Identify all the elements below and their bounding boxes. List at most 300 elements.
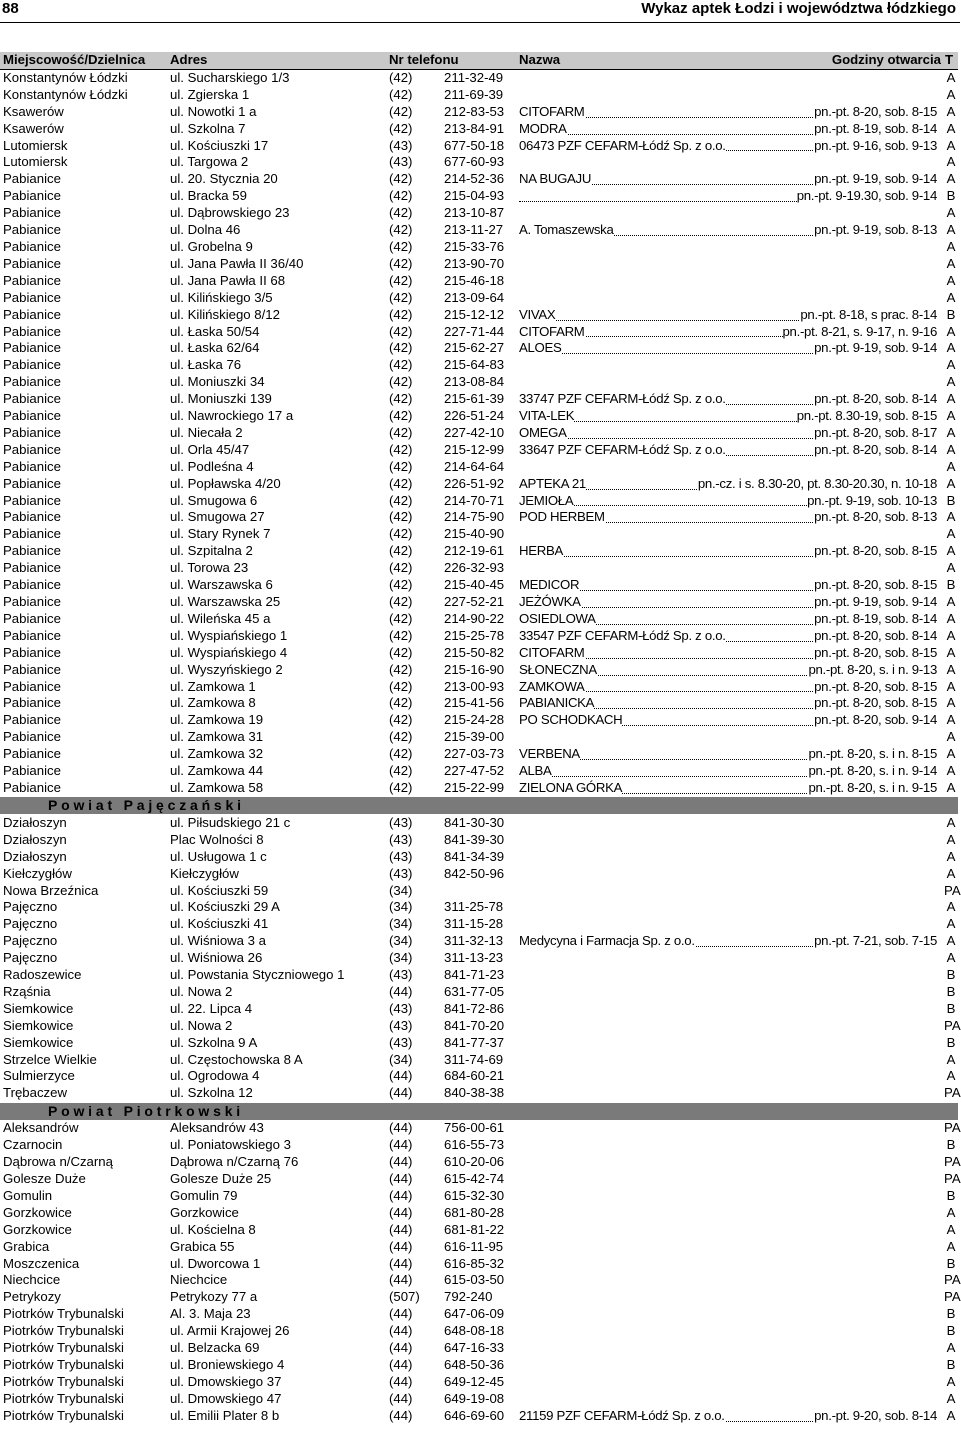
city-cell: Pabianice [3,492,61,508]
address-cell: ul. Zamkowa 31 [170,729,264,745]
address-cell: ul. Wiśniowa 3 a [170,933,267,949]
phone-cell [386,695,516,712]
phone-number: 215-46-18 [444,272,505,288]
type-cell: A [946,458,956,474]
pharmacy-name: MODRA [519,120,567,136]
address-cell: ul. Smugowa 27 [170,509,265,525]
table-row [0,899,958,916]
phone-prefix: (42) [389,644,413,660]
opening-hours: pn.-pt. 8-19, sob. 8-14 [814,610,937,626]
address-cell: ul. Jana Pawła II 36/40 [170,255,304,271]
table-row [0,866,958,883]
type-cell: PA [944,1171,961,1186]
type-cell: A [946,1238,956,1254]
phone-prefix: (42) [389,205,413,221]
opening-hours: pn.-pt. 8-20, sob. 8-15 [814,577,937,593]
city-cell: Pabianice [3,560,61,576]
address-cell: ul. Dworcowa 1 [170,1255,261,1271]
type-cell: B [946,1187,956,1203]
phone-number: 792-240 [444,1289,493,1305]
address-cell: ul. Powstania Styczniowego 1 [170,967,345,983]
opening-hours: pn.-pt. 8-20, sob. 8-15 [814,695,937,711]
phone-number: 214-90-22 [444,610,505,626]
phone-cell [386,594,516,611]
type-cell: A [946,86,956,102]
opening-hours: pn.-pt. 8-20, sob. 8-14 [814,441,937,457]
city-cell: Piotrków Trybunalski [3,1390,124,1406]
phone-prefix: (42) [389,306,413,322]
phone-cell [386,1272,516,1289]
phone-number: 648-08-18 [444,1323,505,1339]
phone-prefix: (43) [389,967,413,983]
type-cell: B [946,188,956,204]
phone-prefix: (43) [389,848,413,864]
phone-number: 215-41-56 [444,695,505,711]
type-cell: PA [944,882,961,898]
city-cell: Pabianice [3,746,61,762]
phone-cell [386,577,516,594]
phone-prefix: (42) [389,526,413,542]
address-cell: ul. Szkolna 7 [170,120,246,136]
name-hours-cell [516,1085,941,1102]
table-row [0,933,958,950]
phone-prefix: (44) [389,1323,413,1339]
name-hours-cell [516,425,941,442]
city-cell: Piotrków Trybunalski [3,1306,124,1322]
name-hours-cell [516,916,941,933]
phone-prefix: (42) [389,272,413,288]
address-cell: ul. Poniatowskiego 3 [170,1137,291,1153]
city-cell: Pabianice [3,272,61,288]
opening-hours: pn.-pt. 9-19, sob. 8-13 [814,222,937,238]
phone-cell [386,205,516,222]
phone-number: 311-15-28 [444,916,504,932]
phone-cell [386,1357,516,1374]
name-hours-cell [516,1035,941,1052]
opening-hours: pn.-pt. 8-20, sob. 8-17 [814,424,937,440]
pharmacy-name: VERBENA [519,746,580,762]
table-row [0,1408,958,1425]
phone-cell [386,290,516,307]
city-cell: Siemkowice [3,1017,74,1033]
table-row [0,1205,958,1222]
type-cell: A [946,661,956,677]
city-cell: Ksawerów [3,120,64,136]
pharmacy-name: ALOES [519,340,562,356]
name-hours-cell [516,594,941,611]
phone-number: 227-71-44 [444,323,505,339]
name-hours-cell [516,408,941,425]
name-hours-cell [516,154,941,171]
name-hours-cell [516,374,941,391]
section-bar [0,797,958,814]
address-cell: ul. Nawrockiego 17 a [170,408,294,424]
table-row [0,509,958,526]
phone-number: 213-08-84 [444,374,505,390]
address-cell: Al. 3. Maja 23 [170,1306,251,1322]
phone-number: 756-00-61 [444,1120,505,1136]
phone-number: 213-10-87 [444,205,505,221]
city-cell: Pabianice [3,441,61,457]
phone-prefix: (43) [389,154,413,170]
pharmacy-name: VITA-LEK [519,408,575,424]
city-cell: Grabica [3,1238,50,1254]
phone-prefix: (42) [389,424,413,440]
pharmacy-name: ZAMKOWA [519,678,585,694]
address-cell: ul. Łaska 50/54 [170,323,260,339]
phone-prefix: (42) [389,458,413,474]
name-hours-cell [516,273,941,290]
table-row [0,611,958,628]
name-hours-cell [516,340,941,357]
city-cell: Pabianice [3,526,61,542]
column-header-phone: Nr telefonu [386,52,516,69]
city-cell: Pabianice [3,644,61,660]
phone-cell [386,950,516,967]
name-hours-cell [516,832,941,849]
table-row [0,746,958,763]
phone-cell [386,1289,516,1306]
table-row [0,662,958,679]
phone-number: 215-33-76 [444,238,505,254]
type-cell: A [946,695,956,711]
phone-prefix: (42) [389,509,413,525]
phone-number: 840-38-38 [444,1085,505,1101]
type-cell: A [946,238,956,254]
phone-number: 215-40-90 [444,526,505,542]
city-cell: Lutomiersk [3,154,68,170]
phone-cell [386,1256,516,1273]
pharmacy-name: CITOFARM [519,323,585,339]
opening-hours: pn.-pt. 9-19, sob. 9-14 [814,594,937,609]
phone-prefix: (42) [389,323,413,339]
table-row [0,256,958,273]
city-cell: Pabianice [3,577,61,593]
phone-cell [386,729,516,746]
phone-prefix: (34) [389,899,413,915]
pharmacy-name: 21159 PZF CEFARM-Łódź Sp. z o.o. [519,1407,725,1423]
phone-cell [386,188,516,205]
address-cell: ul. Łaska 76 [170,357,242,373]
table-row [0,425,958,442]
table-row [0,290,958,307]
phone-cell [386,154,516,171]
city-cell: Piotrków Trybunalski [3,1373,124,1389]
phone-number: 841-72-86 [444,1000,505,1016]
type-cell: B [946,1137,956,1153]
type-cell: B [946,1000,956,1016]
address-cell: ul. Wyspiańskiego 1 [170,627,288,643]
table-row [0,1256,958,1273]
type-cell: A [946,441,956,457]
phone-prefix: (44) [389,1154,413,1170]
phone-prefix: (42) [389,374,413,390]
pharmacy-name: PO SCHODKACH [519,712,623,728]
type-cell: A [946,746,956,762]
opening-hours: pn.-pt. 9-16, sob. 9-13 [814,137,937,153]
name-hours-cell [516,1068,941,1085]
table-row [0,442,958,459]
table-row [0,357,958,374]
table-row [0,1239,958,1256]
phone-number: 648-50-36 [444,1356,505,1372]
address-cell: ul. Kościelna 8 [170,1221,256,1237]
address-cell: ul. Zamkowa 32 [170,746,264,762]
table-row [0,222,958,239]
table-row [0,374,958,391]
phone-number: 211-69-39 [444,86,504,102]
name-hours-cell [516,307,941,324]
page-number: 88 [2,0,19,17]
name-hours-cell [516,1205,941,1222]
name-hours-cell [516,256,941,273]
phone-cell [386,459,516,476]
address-cell: ul. Popławska 4/20 [170,475,281,491]
address-cell: ul. Zamkowa 8 [170,695,256,711]
phone-cell [386,307,516,324]
phone-cell [386,324,516,341]
phone-prefix: (42) [389,475,413,491]
city-cell: Pabianice [3,357,61,373]
phone-cell [386,1323,516,1340]
phone-number: 841-71-23 [444,967,505,983]
city-cell: Sulmierzyce [3,1068,75,1084]
name-hours-cell [516,662,941,679]
phone-number: 214-70-71 [444,492,505,508]
name-hours-cell [516,442,941,459]
phone-number: 213-84-91 [444,120,505,136]
city-cell: Golesze Duże [3,1171,86,1186]
table-row [0,1154,958,1171]
table-row [0,729,958,746]
table-row [0,1137,958,1154]
opening-hours: pn.-pt. 8-20, sob. 8-15 [814,103,937,119]
phone-prefix: (42) [389,577,413,593]
phone-cell [386,1205,516,1222]
table-row [0,916,958,933]
pharmacy-name: MEDICOR [519,577,580,593]
phone-cell [386,560,516,577]
type-cell: A [946,1068,956,1084]
phone-number: 616-11-95 [444,1238,504,1254]
city-cell: Pabianice [3,188,61,204]
opening-hours: pn.-pt. 9-19, sob. 9-14 [814,340,937,356]
phone-cell [386,222,516,239]
phone-number: 646-69-60 [444,1407,505,1423]
phone-prefix: (43) [389,831,413,847]
phone-number: 677-50-18 [444,137,505,153]
type-cell: B [946,1306,956,1322]
phone-number: 213-00-93 [444,678,505,694]
type-cell: A [946,374,956,390]
address-cell: ul. Podleśna 4 [170,458,254,474]
type-cell: A [946,222,956,238]
pharmacy-name: ZIELONA GÓRKA [519,779,623,795]
phone-prefix: (44) [389,1137,413,1153]
pharmacy-name: JEŻÓWKA [519,594,581,609]
address-cell: Golesze Duże 25 [170,1171,272,1186]
name-hours-cell [516,729,941,746]
name-hours-cell [516,1018,941,1035]
name-hours-cell [516,577,941,594]
pharmacy-name: 33547 PZF CEFARM-Łódź Sp. z o.o. [519,627,726,643]
type-cell: A [946,916,956,932]
name-hours-cell [516,746,941,763]
type-cell: B [946,577,956,593]
phone-prefix: (42) [389,120,413,136]
type-cell: A [946,340,956,356]
type-cell: A [946,678,956,694]
city-cell: Petrykozy [3,1289,61,1305]
opening-hours: pn.-pt. 8-20, sob. 8-15 [814,543,937,559]
phone-cell [386,476,516,493]
name-hours-cell [516,1340,941,1357]
address-cell: ul. Moniuszki 34 [170,374,265,390]
name-hours-cell [516,104,941,121]
address-cell: Aleksandrów 43 [170,1120,264,1136]
phone-cell [386,883,516,900]
phone-cell [386,967,516,984]
address-cell: ul. Usługowa 1 c [170,848,267,864]
table-row [0,121,958,138]
address-cell: ul. Kościuszki 59 [170,882,269,898]
name-hours-cell [516,1239,941,1256]
name-hours-cell [516,1120,941,1137]
phone-prefix: (44) [389,1407,413,1423]
city-cell: Trębaczew [3,1085,68,1101]
table-row [0,459,958,476]
type-cell: A [946,712,956,728]
table-row [0,493,958,510]
table-row [0,780,958,797]
table-row [0,205,958,222]
phone-prefix: (44) [389,1356,413,1372]
phone-cell [386,442,516,459]
table-row [0,832,958,849]
address-cell: ul. Smugowa 6 [170,492,258,508]
type-cell: A [946,1340,956,1356]
city-cell: Pabianice [3,678,61,694]
city-cell: Pabianice [3,205,61,221]
city-cell: Lutomiersk [3,137,68,153]
table-row [0,104,958,121]
address-cell: ul. Moniuszki 139 [170,391,272,407]
phone-prefix: (507) [389,1289,420,1305]
address-cell: ul. Emilii Plater 8 b [170,1407,280,1423]
address-cell: ul. Warszawska 25 [170,594,281,609]
table-row [0,307,958,324]
phone-number: 647-06-09 [444,1306,505,1322]
phone-cell [386,866,516,883]
phone-cell [386,1052,516,1069]
table-row [0,628,958,645]
phone-cell [386,849,516,866]
table-row [0,1171,958,1188]
name-hours-cell [516,1374,941,1391]
name-hours-cell [516,526,941,543]
type-cell: A [946,779,956,795]
phone-cell [386,121,516,138]
city-cell: Pabianice [3,712,61,728]
phone-prefix: (42) [389,779,413,795]
address-cell: ul. Zamkowa 19 [170,712,264,728]
city-cell: Gorzkowice [3,1221,72,1237]
city-cell: Czarnocin [3,1137,63,1153]
pharmacy-name: NA BUGAJU [519,171,592,187]
type-cell: B [946,1323,956,1339]
type-cell: A [946,763,956,779]
table-row [0,695,958,712]
pharmacy-name: OSIEDLOWA [519,610,596,626]
pharmacy-name: 33647 PZF CEFARM-Łódź Sp. z o.o. [519,441,726,457]
phone-prefix: (42) [389,408,413,424]
opening-hours: pn.-pt. 9-19.30, sob. 9-14 [796,188,937,204]
address-cell: ul. Sucharskiego 1/3 [170,69,290,85]
phone-cell [386,1035,516,1052]
opening-hours: pn.-pt. 8-18, s prac. 8-14 [800,306,937,322]
table-row [0,154,958,171]
city-cell: Pabianice [3,340,61,356]
address-cell: Gorzkowice [170,1204,239,1220]
phone-cell [386,1306,516,1323]
address-cell: Petrykozy 77 a [170,1289,258,1305]
phone-cell [386,104,516,121]
type-cell: A [946,644,956,660]
phone-number: 227-42-10 [444,424,505,440]
table-row [0,1068,958,1085]
phone-cell [386,645,516,662]
phone-prefix: (42) [389,492,413,508]
table-row [0,69,958,86]
opening-hours: pn.-pt. 8-20, sob. 8-13 [814,509,937,525]
name-hours-cell [516,205,941,222]
city-cell: Pajęczno [3,933,58,949]
type-cell: B [946,306,956,322]
city-cell: Nowa Brzeźnica [3,882,99,898]
table-row [0,1340,958,1357]
phone-prefix: (42) [389,661,413,677]
phone-prefix: (44) [389,1373,413,1389]
table-row [0,1306,958,1323]
column-header-name: Nazwa [516,52,810,69]
address-cell: ul. Dmowskiego 37 [170,1373,282,1389]
phone-prefix: (43) [389,1017,413,1033]
section-header-row [0,797,958,815]
type-cell: A [946,729,956,745]
type-cell: B [946,1356,956,1372]
table-row [0,984,958,1001]
name-hours-cell [516,1272,941,1289]
phone-cell [386,374,516,391]
name-hours-cell [516,679,941,696]
phone-number: 215-39-00 [444,729,505,745]
name-hours-cell [516,695,941,712]
phone-cell [386,526,516,543]
city-cell: Konstantynów Łódzki [3,69,128,85]
address-cell: ul. Broniewskiego 4 [170,1356,285,1372]
opening-hours: pn.-pt. 8-19, sob. 8-14 [814,120,937,136]
name-hours-cell [516,950,941,967]
phone-prefix: (42) [389,441,413,457]
opening-hours: pn.-pt. 8-21, s. 9-17, n. 9-16 [782,323,937,339]
phone-cell [386,1154,516,1171]
city-cell: Piotrków Trybunalski [3,1323,124,1339]
type-cell: A [946,205,956,221]
address-cell: ul. Zamkowa 44 [170,763,264,779]
name-hours-cell [516,611,941,628]
phone-number: 215-12-99 [444,441,505,457]
city-cell: Pabianice [3,222,61,238]
